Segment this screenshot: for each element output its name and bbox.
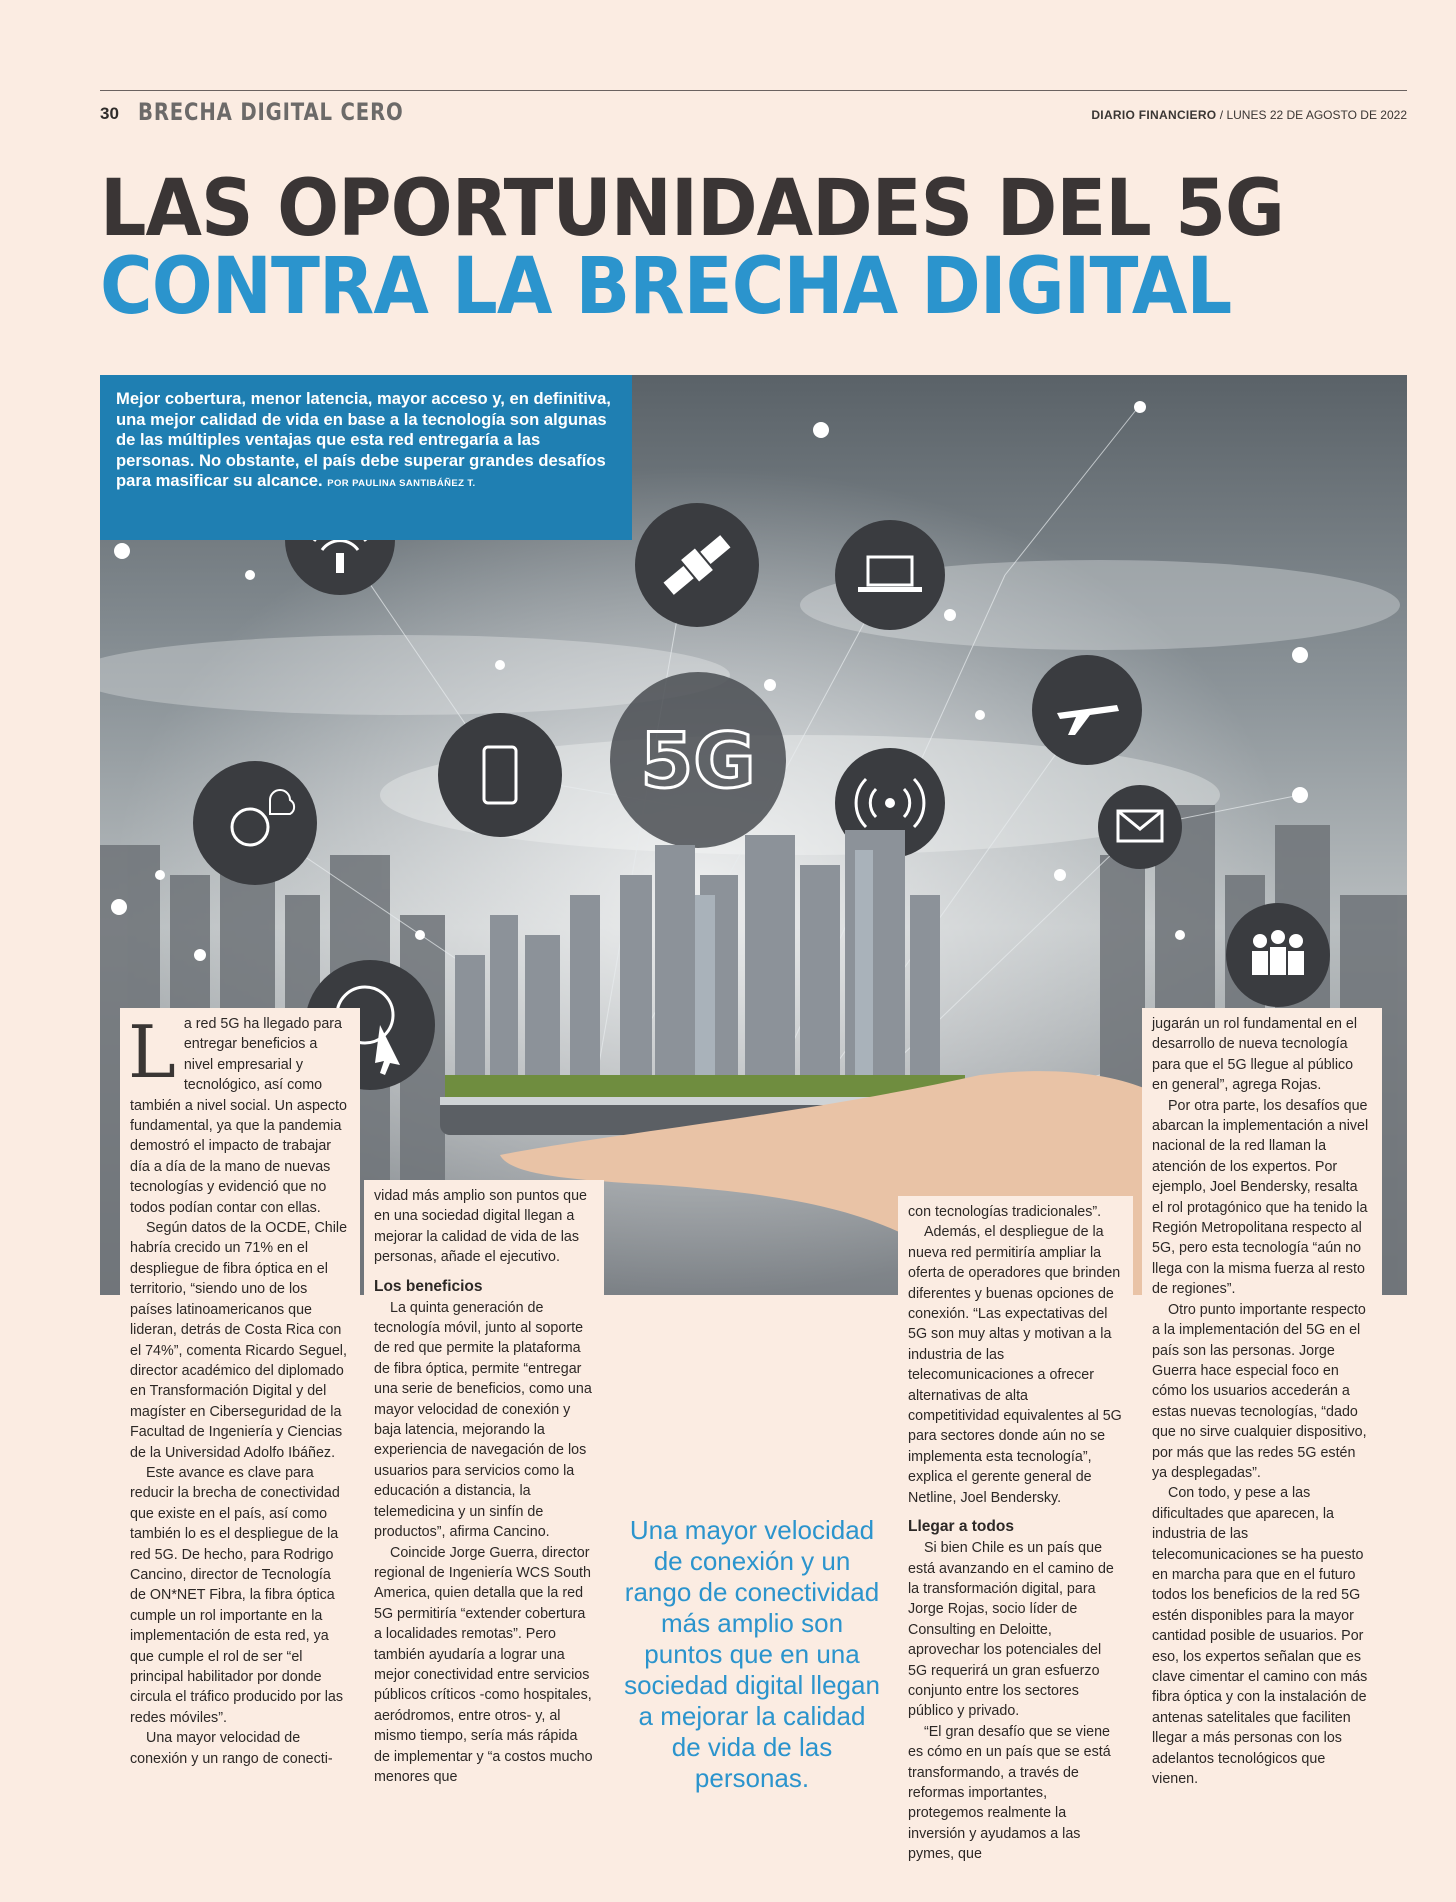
header-rule	[100, 90, 1407, 91]
column-2	[364, 1180, 604, 1793]
airplane-icon	[1032, 655, 1142, 765]
col1-p4: Una mayor velocidad de conexión y un rango de conecti-	[130, 1730, 333, 1767]
col1-p1: a red 5G ha llegado para entregar beneficios a nivel empresarial y tecnológico, así como también a nivel social. Un aspecto fundamental, ya que la pandemia demostró el impacto de trabajar día a día de la mano de nuevas tecnologías y evidenció que no todos podían contar con ellas.	[130, 1016, 347, 1216]
page-number: 30	[100, 104, 119, 123]
col1-p3: Este avance es clave para reducir la brecha de conectividad que existe en el país, así como también lo es el despliegue de la red 5G. De hecho, para Rodrigo Cancino, director de Tecnología de ON*NET Fibra, la fibra óptica cumple un rol importante en la implementación de esta red, ya que cumple el rol de ser “el principal habilitador por donde circula el tráfico producido por las redes móviles”.	[130, 1464, 343, 1726]
col4-p2: Por otra parte, los desafíos que abarcan la implementación a nivel nacional de la red llaman la atención de los expertos. Por ejemplo, Joel Bendersky, resalta el rol protagónico que ha tenido la Región Metropolitana respecto al 5G, pero esta tecnología “aún no llega con la misma fuerza al resto de regiones”.	[1152, 1097, 1369, 1298]
publication-dateline	[1091, 108, 1407, 122]
drop-cap: L	[128, 1010, 176, 1094]
mail-icon	[1098, 785, 1182, 869]
smartphone-icon	[438, 713, 562, 837]
laptop-icon	[835, 520, 945, 630]
lead-text: Mejor cobertura, menor latencia, mayor acceso y, en definitiva, una mejor calidad de vida en base a la tecnología son algunas de las múltiples ventajas que esta red entregaría a las personas. No obstante, el país debe superar grandes desafíos para masificar su alcance.	[116, 389, 611, 490]
col4-p3: Otro punto importante respecto a la implementación del 5G en el país son las personas. Jorge Guerra hace especial foco en cómo los usuarios accederán a estas nuevas tecnologías, “dado que no sirve cualquier dispositivo, por más que las redes 5G estén ya desplegadas”.	[1152, 1301, 1367, 1481]
headline-line-2: CONTRA LA BRECHA DIGITAL	[100, 242, 1232, 332]
column-1	[120, 1008, 360, 1775]
people-icon	[1226, 903, 1330, 1007]
col1-p2: Según datos de la OCDE, Chile habría crecido un 71% en el despliegue de fibra óptica en el territorio, “siendo uno de los países latinoamericanos que lideran, detrás de Costa Rica con el 74%”, comenta Ricardo Seguel, director académico del diplomado en Transformación Digital y del magíster en Ciberseguridad de la Facultad de Ingeniería y Ciencias de la Universidad Adolfo Ibáñez.	[130, 1220, 348, 1461]
col2-p1: vidad más amplio son puntos que en una sociedad digital llegan a mejorar la calidad de vida de las personas, añade el ejecutivo.	[374, 1188, 587, 1266]
satellite-icon	[635, 503, 759, 627]
byline: POR PAULINA SANTIBÁÑEZ T.	[327, 478, 476, 489]
col3-heading: Llegar a todos	[908, 1518, 1014, 1536]
lead-box	[100, 375, 632, 540]
column-3	[898, 1196, 1133, 1871]
publication-date: / LUNES 22 DE AGOSTO DE 2022	[1219, 108, 1407, 122]
column-4	[1142, 1008, 1382, 1795]
col4-p1: jugarán un rol fundamental en el desarrollo de nueva tecnología para que el 5G llegue al público en general”, agrega Rojas.	[1152, 1016, 1358, 1094]
col2-heading: Los beneficios	[374, 1277, 483, 1295]
col2-p2: La quinta generación de tecnología móvil, junto al soporte de red que permite la plataforma de fibra óptica, permite “entregar una serie de beneficios, como una mayor velocidad de conexión y baja latencia, mejorando la experiencia de navegación de los usuarios para servicios como la educación a distancia, la telemedicina y un sinfín de productos”, afirma Cancino.	[374, 1299, 592, 1541]
headline-line-1: LAS OPORTUNIDADES DEL 5G	[100, 164, 1284, 254]
col3-p4: “El gran desafío que se viene es cómo en un país que se está transformando, a través de reformas importantes, protegemos realmente la inversión y ayudamos a las pymes, que	[908, 1723, 1111, 1863]
publication-name: DIARIO FINANCIERO	[1091, 108, 1217, 122]
col3-p2: Además, el despliegue de la nueva red permitiría ampliar la oferta de operadores que brinden diferentes y buenas opciones de conexión. “Las expectativas del 5G son muy altas y motivan a la industria de las telecomunicaciones a ofrecer alternativas de alta competitividad equivalentes al 5G para sectores donde aún no se implementa esta tecnología”, explica el gerente general de Netline, Joel Bendersky.	[908, 1224, 1122, 1506]
col2-p3: Coincide Jorge Guerra, director regional de Ingeniería WCS South America, quien detalla que la red 5G permitiría “extender cobertura a localidades remotas”. Pero también ayudaría a lograr una mejor conectividad entre servicios públicos críticos -como hospitales, aeródromos, entre otros- y, al mismo tiempo, sería más rápida de implementar y “a costos mucho menores que	[374, 1544, 593, 1785]
svg-text:5G: 5G	[640, 716, 756, 805]
col3-p1: con tecnologías tradicionales”.	[908, 1204, 1102, 1220]
col4-p4: Con todo, y pese a las dificultades que aparecen, la industria de las telecomunicaciones se ha puesto en marcha para que en el futuro todos los beneficios de la red 5G estén disponibles para la mayor cantidad posible de usuarios. Por eso, los expertos señalan que es clave cimentar el camino con más fibra óptica y con la instalación de antenas satelitales que faciliten llegar a más personas con los adelantos tecnológicos que vienen.	[1152, 1485, 1368, 1788]
pull-quote: Una mayor velocidad de conexión y un rango de conectividad más amplio son puntos que en una sociedad digital llegan a mejorar la calidad de vida de las personas.	[624, 1515, 880, 1793]
cloud-globe-icon	[193, 761, 317, 885]
col3-p3: Si bien Chile es un país que está avanzando en el camino de la transformación digital, para Jorge Rojas, socio líder de Consulting en Deloitte, aprovechar los potenciales del 5G requerirá un gran esfuerzo conjunto entre los sectores público y privado.	[908, 1540, 1114, 1720]
section-title: BRECHA DIGITAL CERO	[138, 98, 404, 126]
5g-badge	[610, 672, 786, 848]
